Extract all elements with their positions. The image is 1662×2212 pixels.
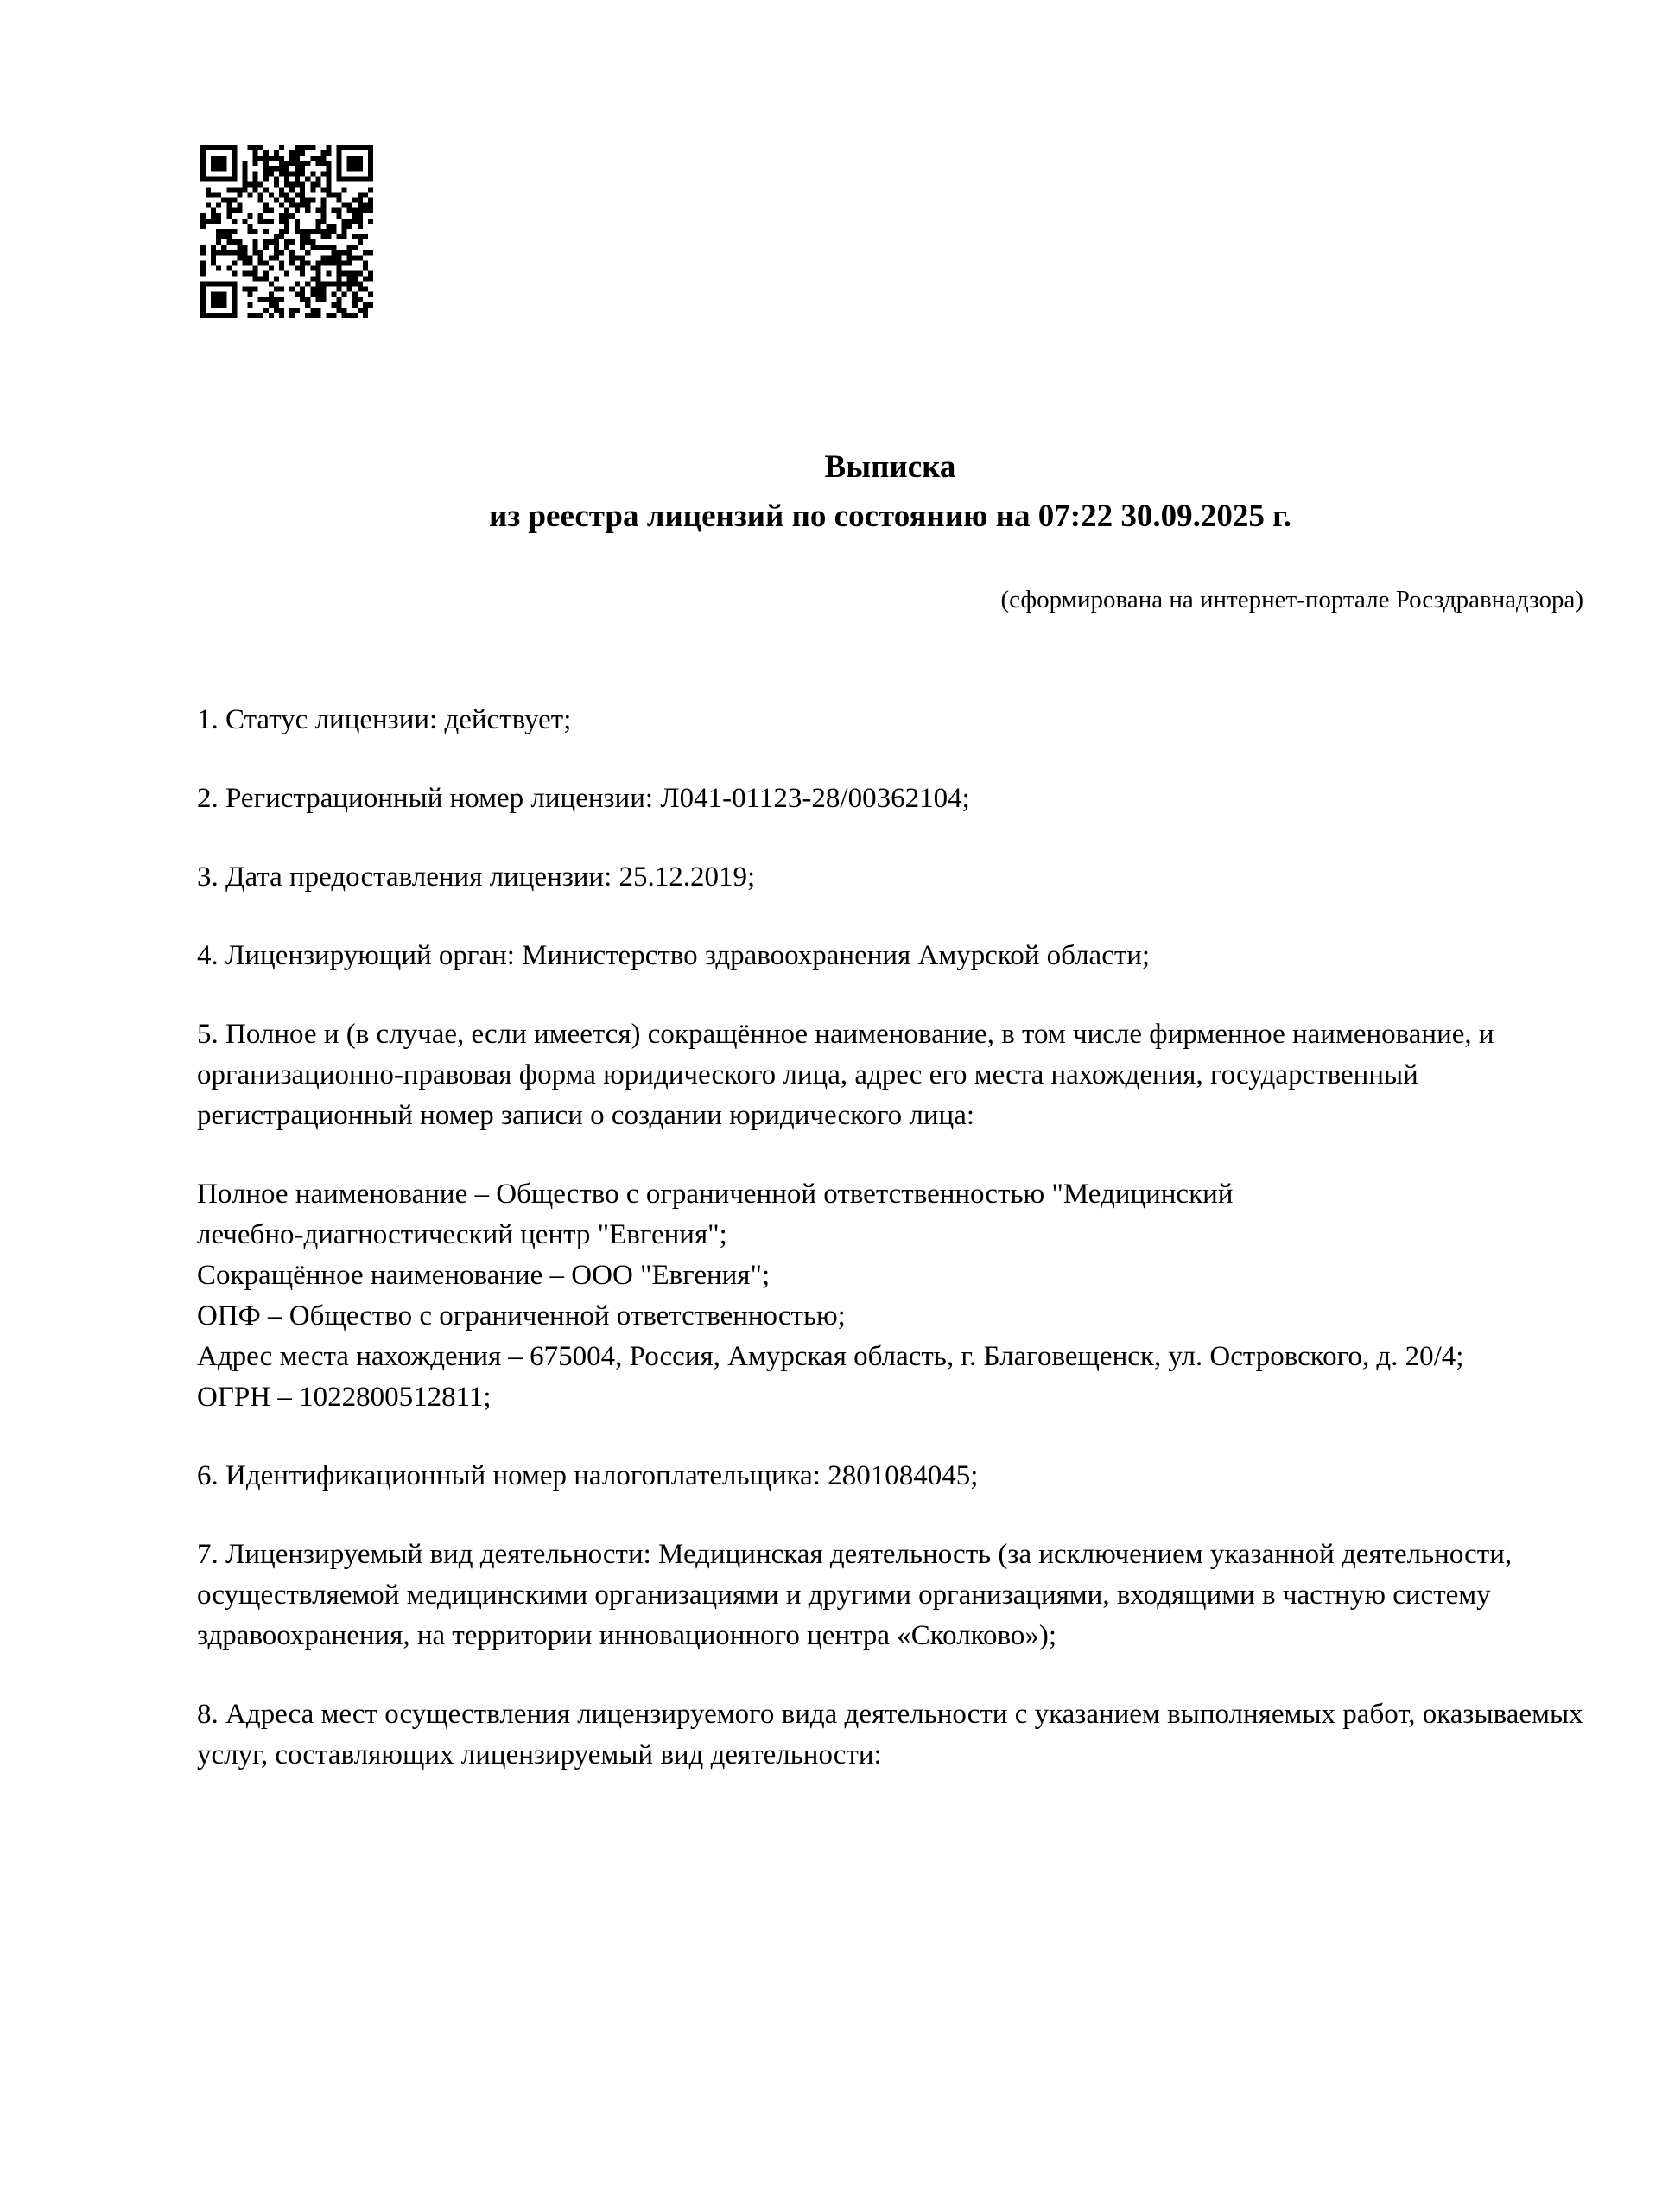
paragraph-line: 2. Регистрационный номер лицензии: Л041-01123-28/00362104; [197, 783, 970, 814]
paragraph-line: 4. Лицензирующий орган: Министерство здравоохранения Амурской области; [197, 940, 1151, 971]
paragraph-line: ОГРН – 1022800512811; [197, 1382, 492, 1413]
paragraph-line: 7. Лицензируемый вид деятельности: Медицинская деятельность (за исключением указанной деятельности, осуществляемой медицинскими организациями и другими организациями, входящими в частную систему здравоохранения, на территории инновационного центра «Сколково»); [197, 1539, 1513, 1651]
paragraph [197, 779, 1583, 819]
title-line-2: из реестра лицензий по состоянию на 07:22 30.09.2025 г. [489, 499, 1291, 534]
paragraph-line: 5. Полное и (в случае, если имеется) сокращённое наименование, в том числе фирменное наименование, и организационно-правовая форма юридического лица, адрес его места нахождения, государственный регистрационный номер записи о создании юридического лица: [197, 1019, 1494, 1131]
paragraph-line: 8. Адреса мест осуществления лицензируемого вида деятельности с указанием выполняемых работ, оказываемых услуг, составляющих лицензируемый вид деятельности: [197, 1699, 1583, 1770]
paragraph [197, 700, 1583, 741]
paragraph [197, 1174, 1583, 1418]
paragraph-line: 1. Статус лицензии: действует; [197, 704, 572, 735]
paragraph [197, 936, 1583, 976]
document-title [197, 442, 1583, 541]
paragraph-line: Адрес места нахождения – 675004, Россия, Амурская область, г. Благовещенск, ул. Островского, д. 20/4; [197, 1341, 1464, 1372]
paragraph-line: Сокращённое наименование – ООО "Евгения"; [197, 1260, 771, 1291]
qr-code [200, 145, 373, 318]
paragraph-line: 3. Дата предоставления лицензии: 25.12.2019; [197, 861, 756, 893]
paragraph [197, 857, 1583, 898]
title-line-1: Выписка [824, 449, 956, 485]
paragraph [197, 1456, 1583, 1497]
paragraph [197, 1694, 1583, 1776]
paragraph-line: Полное наименование – Общество с ограниченной ответственностью "Медицинский [197, 1179, 1234, 1210]
document-body [197, 700, 1583, 1814]
paragraph [197, 1014, 1583, 1136]
paragraph-line: лечебно-диагностический центр "Евгения"; [197, 1219, 727, 1250]
paragraph-line: ОПФ – Общество с ограниченной ответственностью; [197, 1300, 846, 1332]
paragraph [197, 1535, 1583, 1656]
paragraph-line: 6. Идентификационный номер налогоплательщика: 2801084045; [197, 1460, 979, 1491]
document-subtitle: (сформирована на интернет-портале Росздравнадзора) [1000, 586, 1583, 613]
